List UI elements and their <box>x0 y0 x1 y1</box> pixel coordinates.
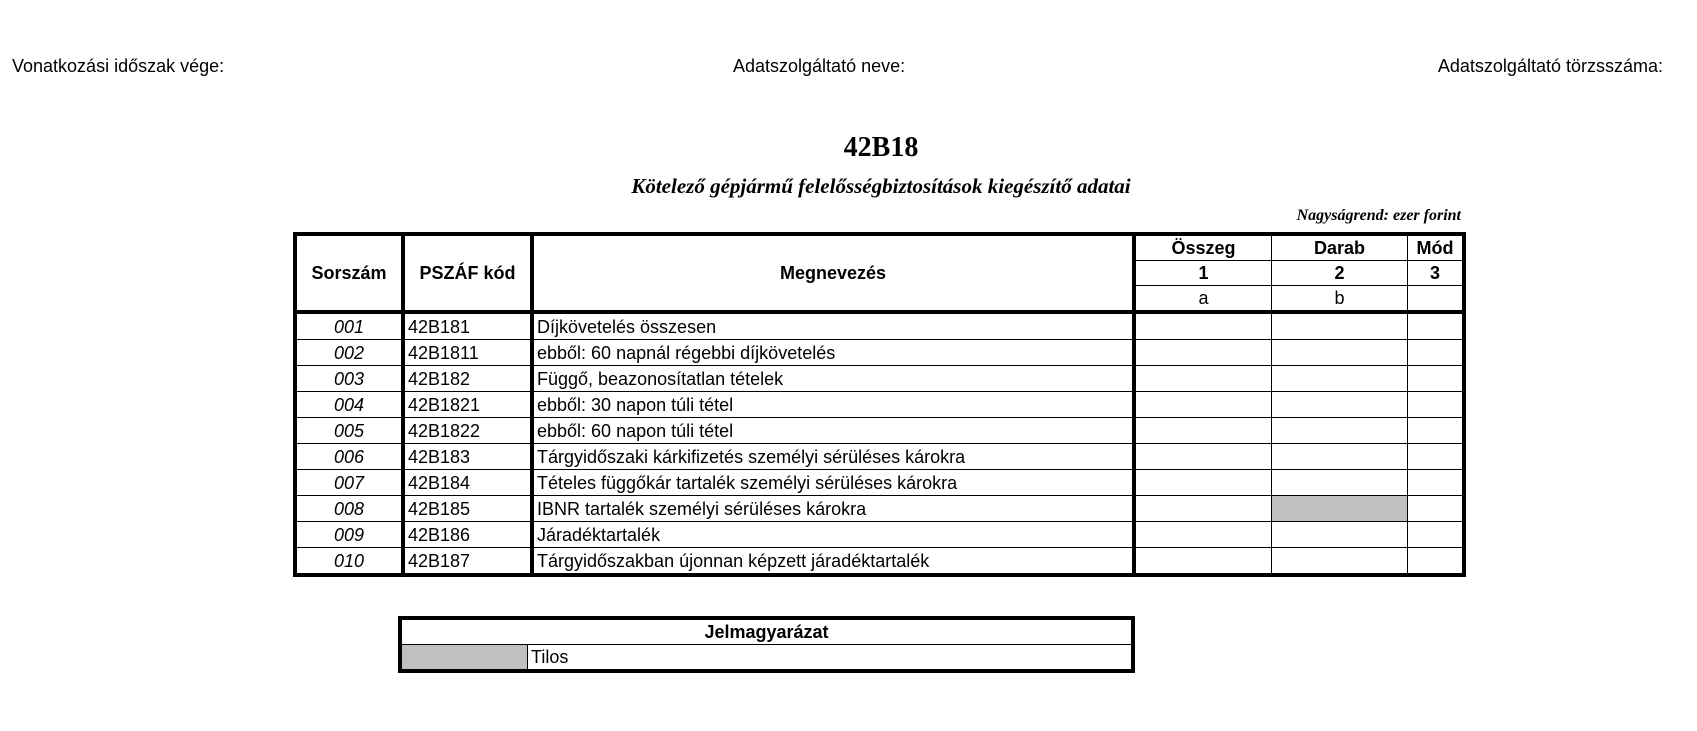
table-row <box>295 444 1464 470</box>
row-sorszam: 003 <box>295 366 403 392</box>
row-osszeg-input[interactable] <box>1134 548 1272 576</box>
row-mod-input[interactable] <box>1408 340 1465 366</box>
row-mod-input[interactable] <box>1408 444 1465 470</box>
row-pszaf-kod: 42B1822 <box>403 418 532 444</box>
row-megnevezes: Tárgyidőszakban újonnan képzett járadéktartalék <box>532 548 1134 576</box>
row-osszeg-input[interactable] <box>1134 470 1272 496</box>
header-col1-num: 1 <box>1134 261 1272 286</box>
row-darab-input[interactable] <box>1272 522 1408 548</box>
row-pszaf-kod: 42B181 <box>403 312 532 340</box>
legend-swatch-forbidden <box>400 645 528 672</box>
row-darab-input[interactable] <box>1272 418 1408 444</box>
table-row <box>295 340 1464 366</box>
header-megnevezes: Megnevezés <box>532 234 1134 312</box>
row-darab-input[interactable] <box>1272 366 1408 392</box>
row-mod-input[interactable] <box>1408 522 1465 548</box>
reference-period-label: Vonatkozási időszak vége: <box>12 56 225 76</box>
row-megnevezes: Járadéktartalék <box>532 522 1134 548</box>
row-megnevezes: Díjkövetelés összesen <box>532 312 1134 340</box>
row-sorszam: 008 <box>295 496 403 522</box>
header-col3-letter <box>1408 286 1465 313</box>
row-darab-input[interactable] <box>1272 392 1408 418</box>
row-osszeg-input[interactable] <box>1134 392 1272 418</box>
unit-note: Nagyságrend: ezer forint <box>1296 207 1461 224</box>
data-table <box>293 232 1466 577</box>
row-darab-input[interactable] <box>1272 470 1408 496</box>
row-mod-input[interactable] <box>1408 418 1465 444</box>
table-row <box>295 470 1464 496</box>
header-col1-label: Összeg <box>1134 234 1272 261</box>
row-osszeg-input[interactable] <box>1134 340 1272 366</box>
row-osszeg-input[interactable] <box>1134 312 1272 340</box>
legend-title: Jelmagyarázat <box>400 618 1133 645</box>
row-pszaf-kod: 42B185 <box>403 496 532 522</box>
row-megnevezes: ebből: 30 napon túli tétel <box>532 392 1134 418</box>
row-darab-forbidden <box>1272 496 1408 522</box>
table-row <box>295 548 1464 576</box>
table-row <box>295 312 1464 340</box>
row-sorszam: 009 <box>295 522 403 548</box>
header-pszaf-kod: PSZÁF kód <box>403 234 532 312</box>
row-sorszam: 001 <box>295 312 403 340</box>
header-col2-letter: b <box>1272 286 1408 313</box>
header-col3-label: Mód <box>1408 234 1465 261</box>
provider-name-label: Adatszolgáltató neve: <box>733 56 906 76</box>
row-osszeg-input[interactable] <box>1134 444 1272 470</box>
row-osszeg-input[interactable] <box>1134 496 1272 522</box>
row-mod-input[interactable] <box>1408 470 1465 496</box>
row-sorszam: 002 <box>295 340 403 366</box>
table-row <box>295 418 1464 444</box>
provider-id-label: Adatszolgáltató törzsszáma: <box>1437 56 1663 76</box>
row-sorszam: 004 <box>295 392 403 418</box>
row-mod-input[interactable] <box>1408 548 1465 576</box>
row-pszaf-kod: 42B183 <box>403 444 532 470</box>
header-col2-label: Darab <box>1272 234 1408 261</box>
row-pszaf-kod: 42B186 <box>403 522 532 548</box>
row-mod-input[interactable] <box>1408 366 1465 392</box>
table-row <box>295 366 1464 392</box>
row-sorszam: 007 <box>295 470 403 496</box>
row-osszeg-input[interactable] <box>1134 522 1272 548</box>
header-sorszam: Sorszám <box>295 234 403 312</box>
row-mod-input[interactable] <box>1408 496 1465 522</box>
row-pszaf-kod: 42B187 <box>403 548 532 576</box>
row-mod-input[interactable] <box>1408 312 1465 340</box>
row-megnevezes: Tételes függőkár tartalék személyi sérüléses károkra <box>532 470 1134 496</box>
row-pszaf-kod: 42B184 <box>403 470 532 496</box>
table-row <box>295 522 1464 548</box>
header-col3-num: 3 <box>1408 261 1465 286</box>
row-darab-input[interactable] <box>1272 548 1408 576</box>
row-darab-input[interactable] <box>1272 340 1408 366</box>
row-megnevezes: Tárgyidőszaki kárkifizetés személyi sérüléses károkra <box>532 444 1134 470</box>
row-darab-input[interactable] <box>1272 312 1408 340</box>
header-col1-letter: a <box>1134 286 1272 313</box>
row-sorszam: 010 <box>295 548 403 576</box>
row-pszaf-kod: 42B1821 <box>403 392 532 418</box>
row-megnevezes: Függő, beazonosítatlan tételek <box>532 366 1134 392</box>
legend-table <box>398 616 1135 673</box>
row-mod-input[interactable] <box>1408 392 1465 418</box>
row-megnevezes: ebből: 60 napnál régebbi díjkövetelés <box>532 340 1134 366</box>
legend-label-forbidden: Tilos <box>528 645 1134 672</box>
row-pszaf-kod: 42B182 <box>403 366 532 392</box>
row-osszeg-input[interactable] <box>1134 418 1272 444</box>
form-code-title: 42B18 <box>843 132 919 163</box>
table-row <box>295 496 1464 522</box>
row-darab-input[interactable] <box>1272 444 1408 470</box>
row-megnevezes: IBNR tartalék személyi sérüléses károkra <box>532 496 1134 522</box>
table-row <box>295 392 1464 418</box>
row-osszeg-input[interactable] <box>1134 366 1272 392</box>
row-sorszam: 005 <box>295 418 403 444</box>
row-sorszam: 006 <box>295 444 403 470</box>
header-col2-num: 2 <box>1272 261 1408 286</box>
form-subtitle: Kötelező gépjármű felelősségbiztosítások kiegészítő adatai <box>631 174 1131 198</box>
row-pszaf-kod: 42B1811 <box>403 340 532 366</box>
row-megnevezes: ebből: 60 napon túli tétel <box>532 418 1134 444</box>
